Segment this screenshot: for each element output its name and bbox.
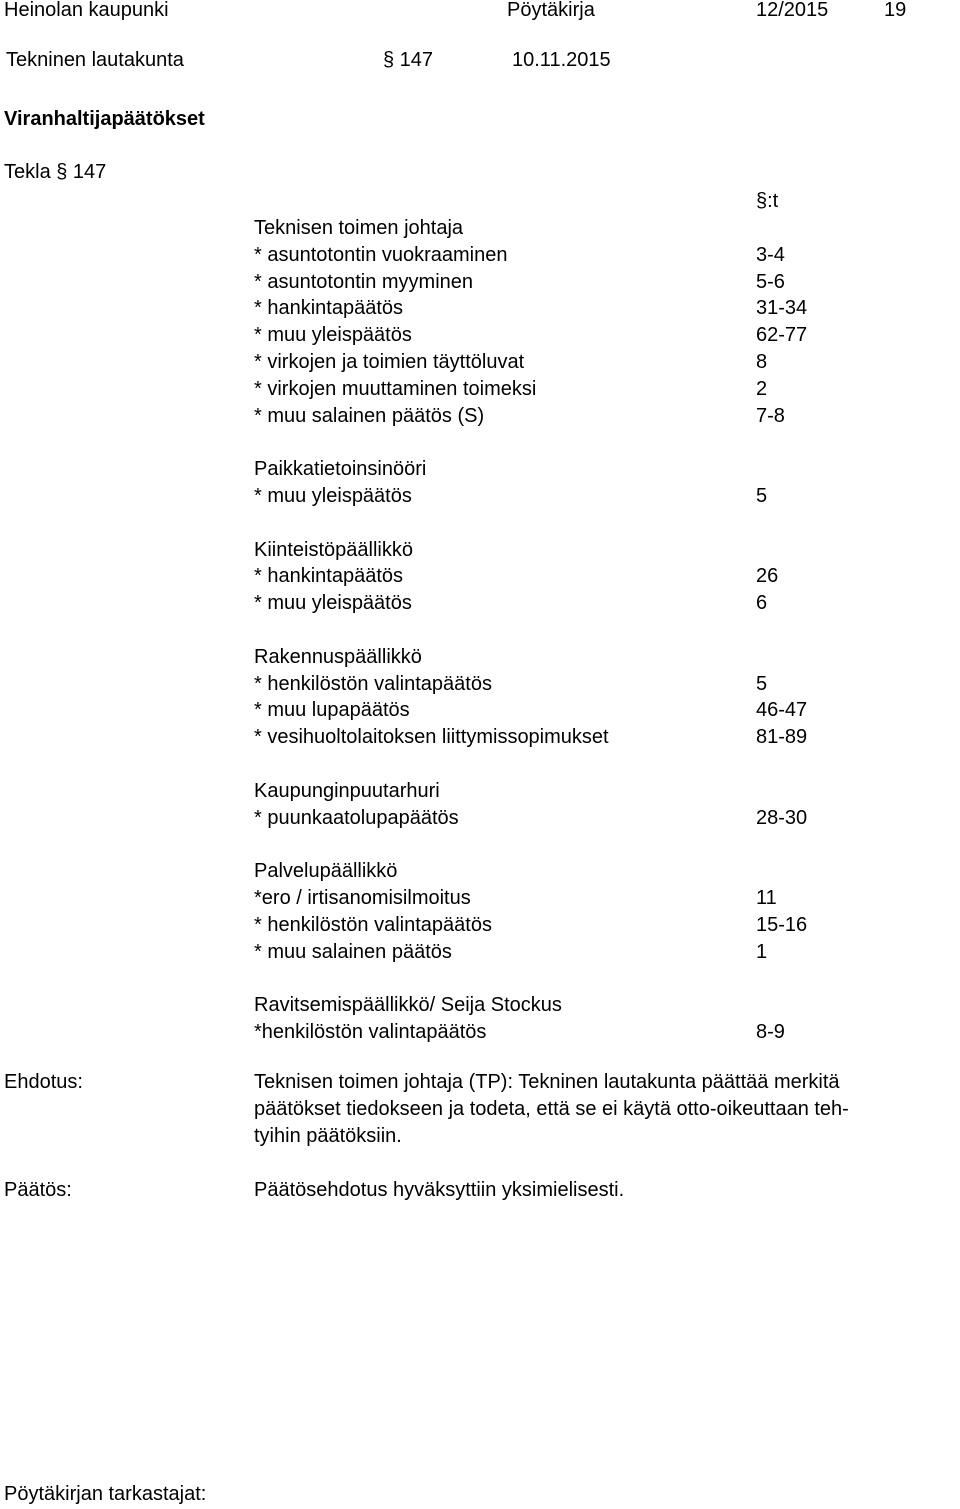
decision-item-sections: 7-8 bbox=[756, 404, 785, 427]
decision-item-label: * hankintapäätös bbox=[254, 297, 404, 320]
decision-item-sections: 31-34 bbox=[756, 297, 808, 320]
decision-item-label: * virkojen muuttaminen toimeksi bbox=[254, 377, 537, 400]
decision-item-label: * virkojen ja toimien täyttöluvat bbox=[254, 350, 525, 373]
group-title: Kaupunginpuutarhuri bbox=[254, 779, 440, 802]
decision-item bbox=[254, 912, 954, 939]
group-title: Kiinteistöpäällikkö bbox=[254, 538, 413, 561]
decision-item-label: * henkilöstön valintapäätös bbox=[254, 913, 492, 936]
decision-item bbox=[254, 885, 954, 912]
decision-item-label: * asuntotontin vuokraaminen bbox=[254, 243, 508, 266]
decision-item-sections: 11 bbox=[756, 886, 777, 909]
decision-item-sections: 5 bbox=[756, 484, 768, 507]
group-spacer bbox=[254, 965, 954, 992]
section-number: § 147 bbox=[383, 49, 434, 71]
group-spacer bbox=[254, 617, 954, 644]
decision-item-sections: 2 bbox=[756, 377, 768, 400]
decision-item-sections: 8-9 bbox=[756, 1020, 785, 1043]
decision-item-label: * henkilöstön valintapäätös bbox=[254, 672, 492, 695]
decision-item-sections: 5-6 bbox=[756, 270, 785, 293]
reviewers-label: Pöytäkirjan tarkastajat: bbox=[4, 1483, 207, 1505]
decision-item-sections: 46-47 bbox=[756, 699, 808, 722]
proposal-line-2: päätökset tiedokseen ja todeta, että se ei käytä otto-oikeuttaan teh- bbox=[254, 1097, 849, 1120]
decision-item-sections: 26 bbox=[756, 565, 779, 588]
decision-item-label: * puunkaatolupapäätös bbox=[254, 806, 459, 829]
decision-item bbox=[254, 295, 954, 322]
decision-item bbox=[254, 1019, 954, 1046]
decision-item-sections: 1 bbox=[756, 940, 768, 963]
decision-item-label: * muu yleispäätös bbox=[254, 324, 412, 347]
meeting-date: 10.11.2015 bbox=[512, 49, 611, 71]
decision-item-label: *ero / irtisanomisilmoitus bbox=[254, 886, 471, 909]
group-title: Paikkatietoinsinööri bbox=[254, 458, 427, 481]
decision-item bbox=[254, 563, 954, 590]
decision-item-sections: 62-77 bbox=[756, 324, 808, 347]
decision-item-label: * muu salainen päätös (S) bbox=[254, 404, 485, 427]
proposal-line-3: tyihin päätöksiin. bbox=[254, 1124, 402, 1147]
city-name: Heinolan kaupunki bbox=[4, 0, 169, 21]
proposal-text bbox=[254, 1069, 960, 1149]
page-title: Viranhaltijapäätökset bbox=[4, 108, 205, 130]
group-spacer bbox=[254, 510, 954, 537]
decision-item-sections: 3-4 bbox=[756, 243, 785, 266]
decision-item-label: * hankintapäätös bbox=[254, 565, 404, 588]
decision-item bbox=[254, 805, 954, 832]
decision-item bbox=[254, 376, 954, 403]
decision-item-sections: 81-89 bbox=[756, 726, 808, 749]
decision-item bbox=[254, 349, 954, 376]
group-spacer bbox=[254, 751, 954, 778]
decision-item bbox=[254, 590, 954, 617]
decision-label: Päätös: bbox=[4, 1179, 72, 1201]
proposal-label: Ehdotus: bbox=[4, 1071, 83, 1093]
document-type: Pöytäkirja bbox=[507, 0, 595, 21]
document-number: 12/2015 bbox=[756, 0, 829, 21]
decision-item bbox=[254, 724, 954, 751]
decision-item bbox=[254, 269, 954, 296]
group-spacer bbox=[254, 429, 954, 456]
decision-item-label: * asuntotontin myyminen bbox=[254, 270, 474, 293]
proposal-line-1: Teknisen toimen johtaja (TP): Tekninen lautakunta päättää merkitä bbox=[254, 1071, 840, 1093]
board-name: Tekninen lautakunta bbox=[6, 49, 184, 71]
decision-list bbox=[254, 215, 954, 1046]
decision-text: Päätösehdotus hyväksyttiin yksimielisesti. bbox=[254, 1179, 625, 1201]
decision-item-label: * muu yleispäätös bbox=[254, 592, 412, 615]
decision-item bbox=[254, 697, 954, 724]
decision-item-sections: 5 bbox=[756, 672, 768, 695]
column-header: §:t bbox=[756, 190, 779, 212]
decision-item bbox=[254, 939, 954, 966]
decision-item-sections: 6 bbox=[756, 592, 768, 615]
decision-item-label: *henkilöstön valintapäätös bbox=[254, 1020, 487, 1043]
decision-item-label: * muu yleispäätös bbox=[254, 484, 412, 507]
group-spacer bbox=[254, 831, 954, 858]
decision-item bbox=[254, 242, 954, 269]
decision-item bbox=[254, 671, 954, 698]
page-number: 19 bbox=[884, 0, 907, 21]
decision-item-sections: 28-30 bbox=[756, 806, 808, 829]
decision-item-sections: 8 bbox=[756, 350, 768, 373]
decision-item-label: * muu salainen päätös bbox=[254, 940, 452, 963]
decision-item bbox=[254, 483, 954, 510]
group-title: Ravitsemispäällikkö/ Seija Stockus bbox=[254, 994, 562, 1017]
decision-item-label: * muu lupapäätös bbox=[254, 699, 410, 722]
decision-item bbox=[254, 322, 954, 349]
decision-item-label: * vesihuoltolaitoksen liittymissopimukset bbox=[254, 726, 609, 749]
group-title: Rakennuspäällikkö bbox=[254, 645, 422, 668]
decision-item bbox=[254, 403, 954, 430]
section-reference: Tekla § 147 bbox=[4, 161, 107, 183]
group-title: Teknisen toimen johtaja bbox=[254, 217, 464, 239]
decision-item-sections: 15-16 bbox=[756, 913, 808, 936]
group-title: Palvelupäällikkö bbox=[254, 860, 398, 883]
